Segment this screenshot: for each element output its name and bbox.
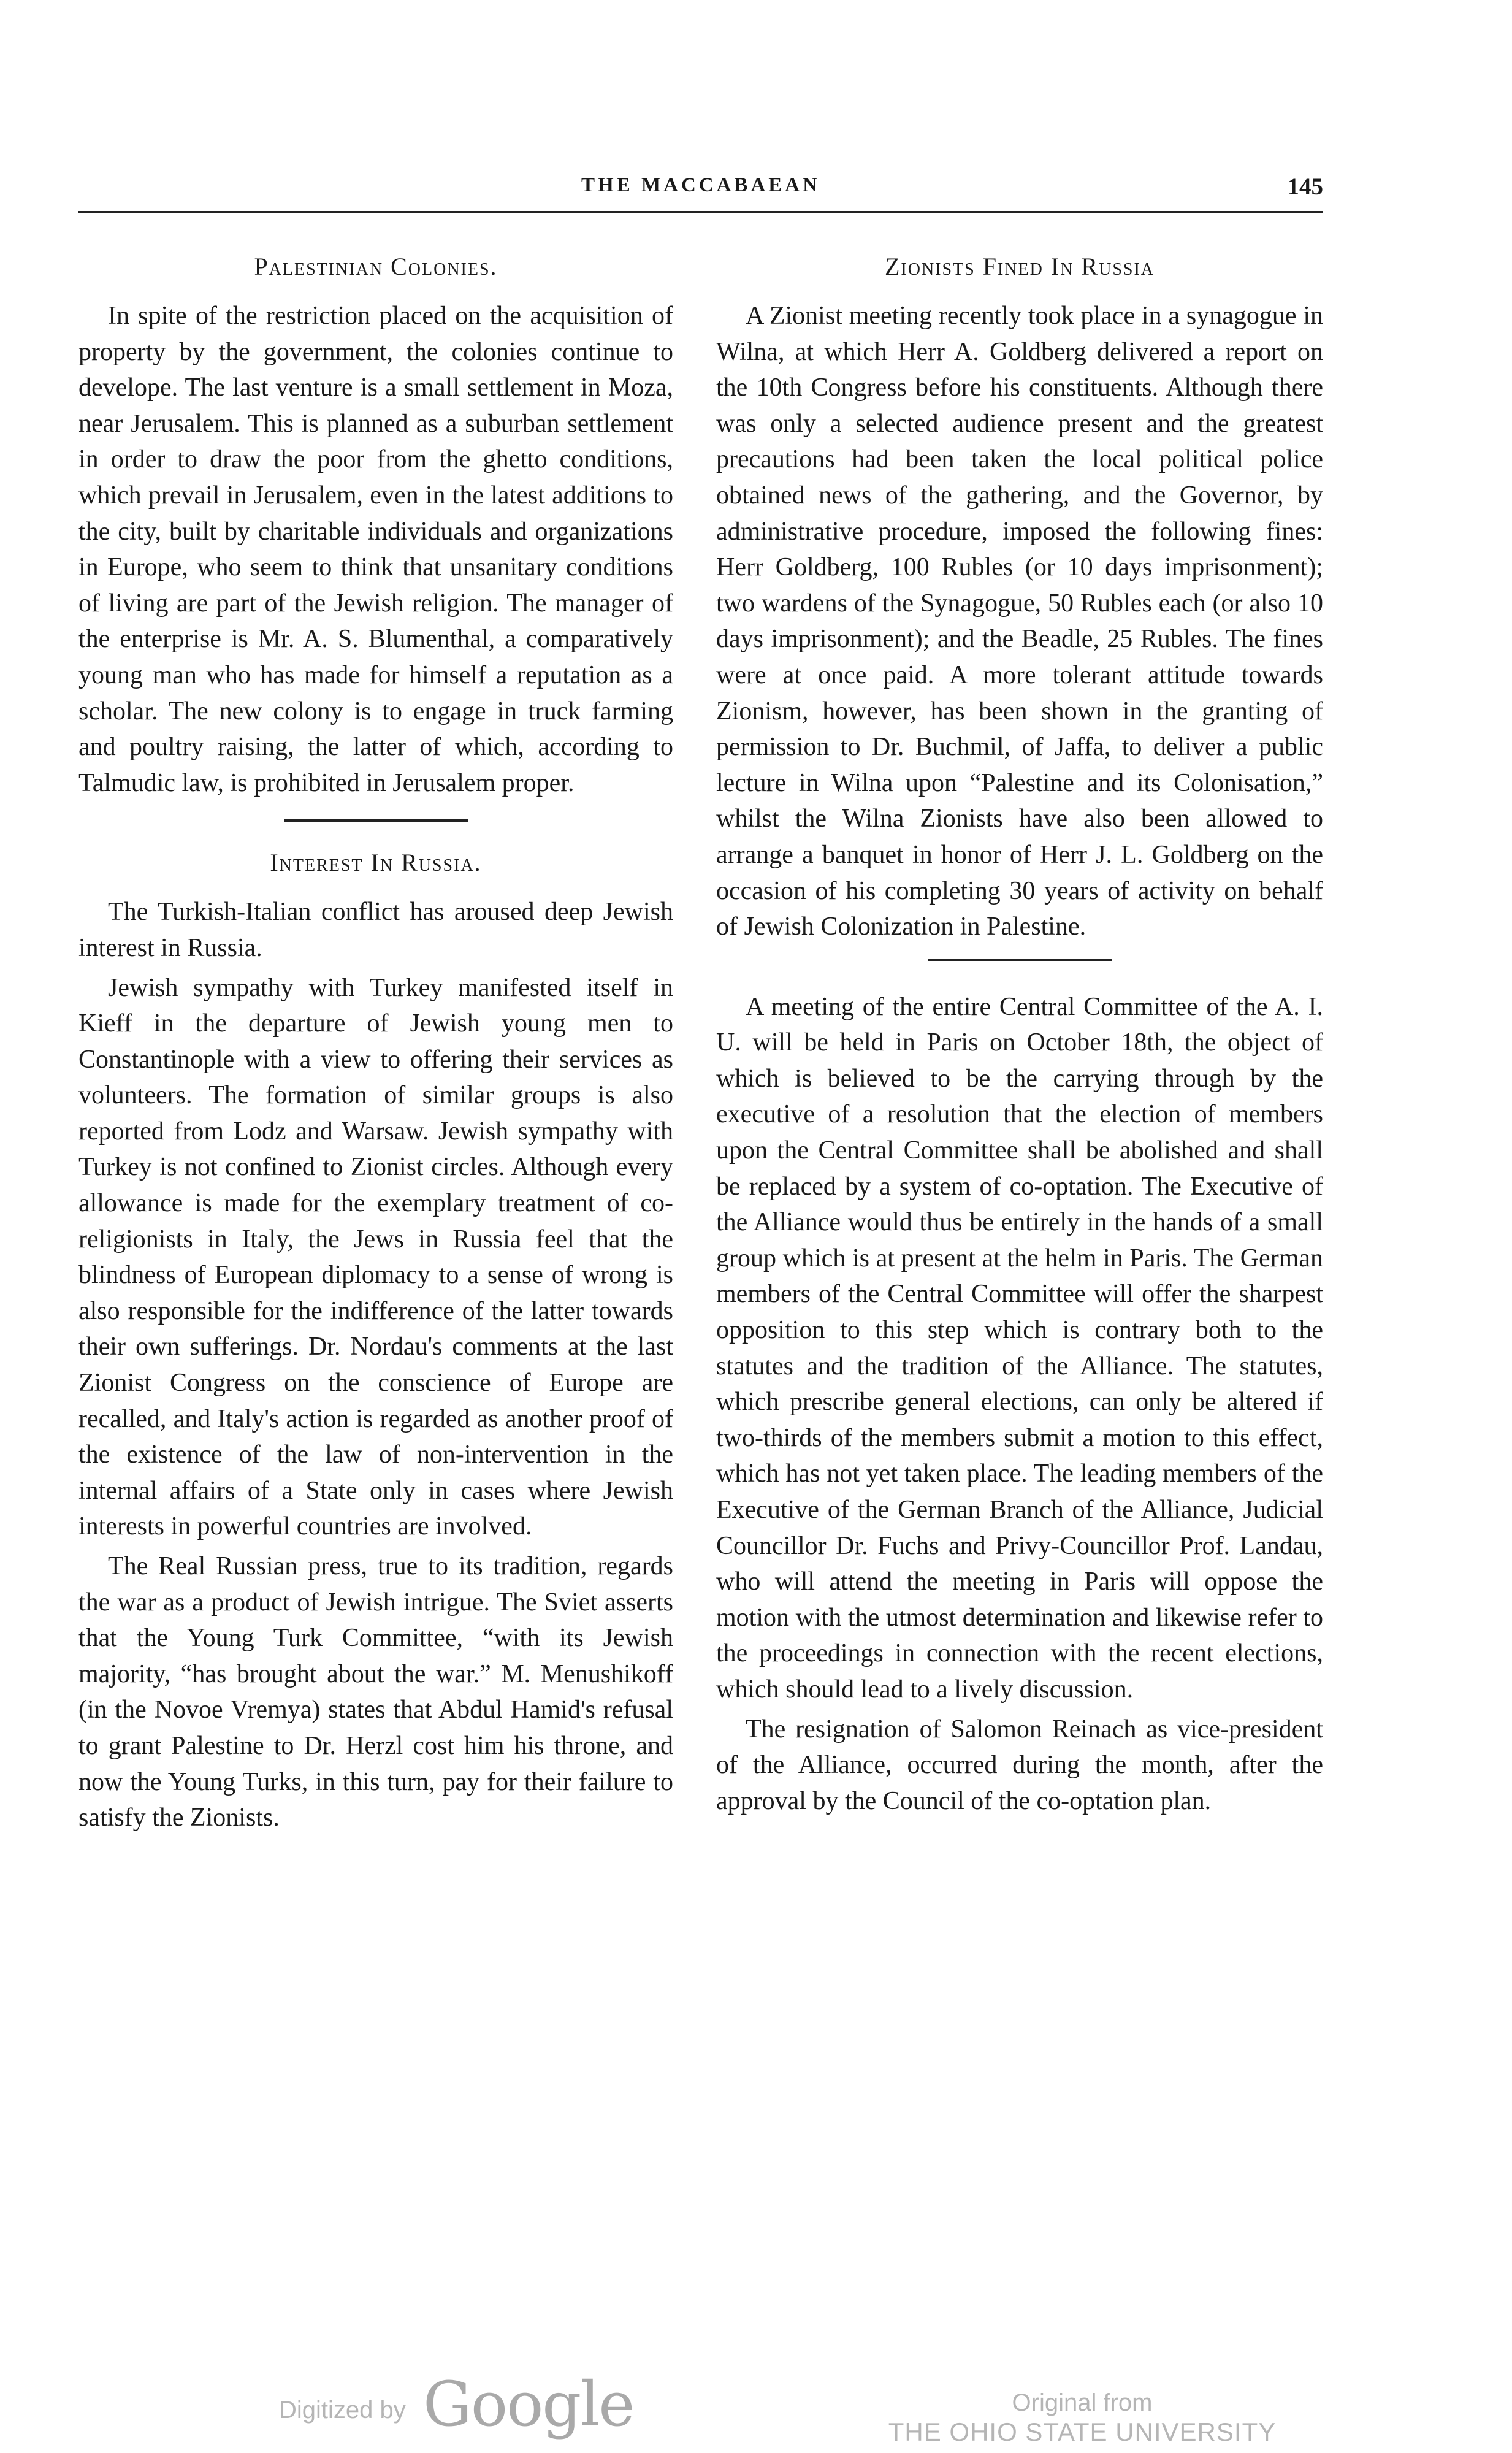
- section-divider: [284, 819, 468, 822]
- page-header: [78, 173, 1323, 211]
- header-rule: [78, 211, 1323, 213]
- section-title-palestinian-colonies: Palestinian Colonies.: [254, 253, 498, 280]
- section-title-zionists-fined: Zionists Fined In Russia: [884, 253, 1155, 280]
- left-column: [78, 250, 673, 1836]
- article-paragraph: The Real Russian press, true to its tradition, regards the war as a product of Jewish intrigue. The Sviet asserts that the Young Turk Committee, “with its Jewish majority, “has brought about the war.” M. Menushikoff (in the Novoe Vremya) states that Abdul Hamid's refusal to grant Palestine to Dr. Herzl cost him his throne, and now the Young Turks, in this turn, pay for their failure to satisfy the Zionists.: [78, 1552, 673, 1832]
- original-from-watermark: [797, 2389, 1367, 2447]
- original-from-label: Original from: [1012, 2389, 1153, 2416]
- article-paragraph: A meeting of the entire Central Committee of the A. I. U. will be held in Paris on October 18th, the object of which is believed to be the carrying through by the executive of a resolution that the election of members upon the Central Committee shall be abolished and shall be replaced by a system of co-optation. The Executive of the Alliance would thus be entirely in the hands of a small group which is at present at the helm in Paris. The German members of the Central Committee will offer the sharpest opposition to this step which is contrary both to the statutes and the tradition of the Alliance. The statutes, which prescribe general elections, can only be altered if two-thirds of the members submit a motion to this effect, which has not yet taken place. The leading members of the Executive of the German Branch of the Alliance, Judicial Councillor Dr. Fuchs and Privy-Councillor Prof. Landau, who will attend the meeting in Paris will oppose the motion with the utmost determination and likewise refer to the proceedings in connection with the recent elections, which should lead to a lively discussion.: [716, 992, 1323, 1704]
- article-paragraph: The Turkish-Italian conflict has aroused deep Jewish interest in Russia.: [78, 898, 673, 962]
- university-name: THE OHIO STATE UNIVERSITY: [888, 2417, 1277, 2446]
- section-title-interest-in-russia: Interest In Russia.: [270, 849, 482, 877]
- section-divider: [928, 959, 1112, 961]
- digitized-by-label: Digitized by: [279, 2397, 406, 2424]
- running-title: THE MACCABAEAN: [581, 174, 820, 196]
- article-paragraph: A Zionist meeting recently took place in a synagogue in Wilna, at which Herr A. Goldberg delivered a report on the 10th Congress before his constituents. Although there was only a selected audience present and the greatest precautions had been taken the local political police obtained news of the gathering, and the Governor, by administrative procedure, imposed the following fines: Herr Goldberg, 100 Rubles (or 10 days imprisonment); two wardens of the Synagogue, 50 Rubles each (or also 10 days imprisonment); and the Beadle, 25 Rubles. The fines were at once paid. A more tolerant attitude towards Zionism, however, has been shown in the granting of permission to Dr. Buchmil, of Jaffa, to deliver a public lecture in Wilna upon “Palestine and its Colonisation,” whilst the Wilna Zionists have also been allowed to arrange a banquet in honor of Herr J. L. Goldberg on the occasion of his completing 30 years of activity on behalf of Jewish Colonization in Palestine.: [716, 302, 1323, 941]
- google-logo: Google: [423, 2368, 634, 2440]
- article-paragraph: In spite of the restriction placed on the acquisition of property by the government, the colonies continue to develope. The last venture is a small settlement in Moza, near Jerusalem. This is planned as a suburban settlement in order to draw the poor from the ghetto conditions, which prevail in Jerusalem, even in the latest additions to the city, built by charitable individuals and organizations in Europe, who seem to think that unsanitary conditions of living are part of the Jewish religion. The manager of the enterprise is Mr. A. S. Blumenthal, a comparatively young man who has made for himself a reputation as a scholar. The new colony is to engage in truck farming and poultry raising, the latter of which, according to Talmudic law, is prohibited in Jerusalem proper.: [78, 302, 673, 797]
- right-column: [716, 250, 1323, 1819]
- article-paragraph: Jewish sympathy with Turkey manifested itself in Kieff in the departure of Jewish young men to Constantinople with a view to offering their services as volunteers. The formation of similar groups is also reported from Lodz and Warsaw. Jewish sympathy with Turkey is not confined to Zionist circles. Although every allowance is made for the exemplary treatment of co-religionists in Italy, the Jews in Russia feel that the blindness of European diplomacy to a sense of wrong is also responsible for the indifference of the latter towards their own sufferings. Dr. Nordau's comments at the last Zionist Congress on the conscience of Europe are recalled, and Italy's action is regarded as another proof of the existence of the law of non-intervention in the internal affairs of a State only in cases where Jewish interests in powerful countries are involved.: [78, 973, 673, 1541]
- digitized-by-watermark: [279, 2368, 641, 2440]
- page-number: 145: [1287, 174, 1323, 200]
- article-paragraph: The resignation of Salomon Reinach as vice-president of the Alliance, occurred during the month, after the approval by the Council of the co-optation plan.: [716, 1715, 1323, 1815]
